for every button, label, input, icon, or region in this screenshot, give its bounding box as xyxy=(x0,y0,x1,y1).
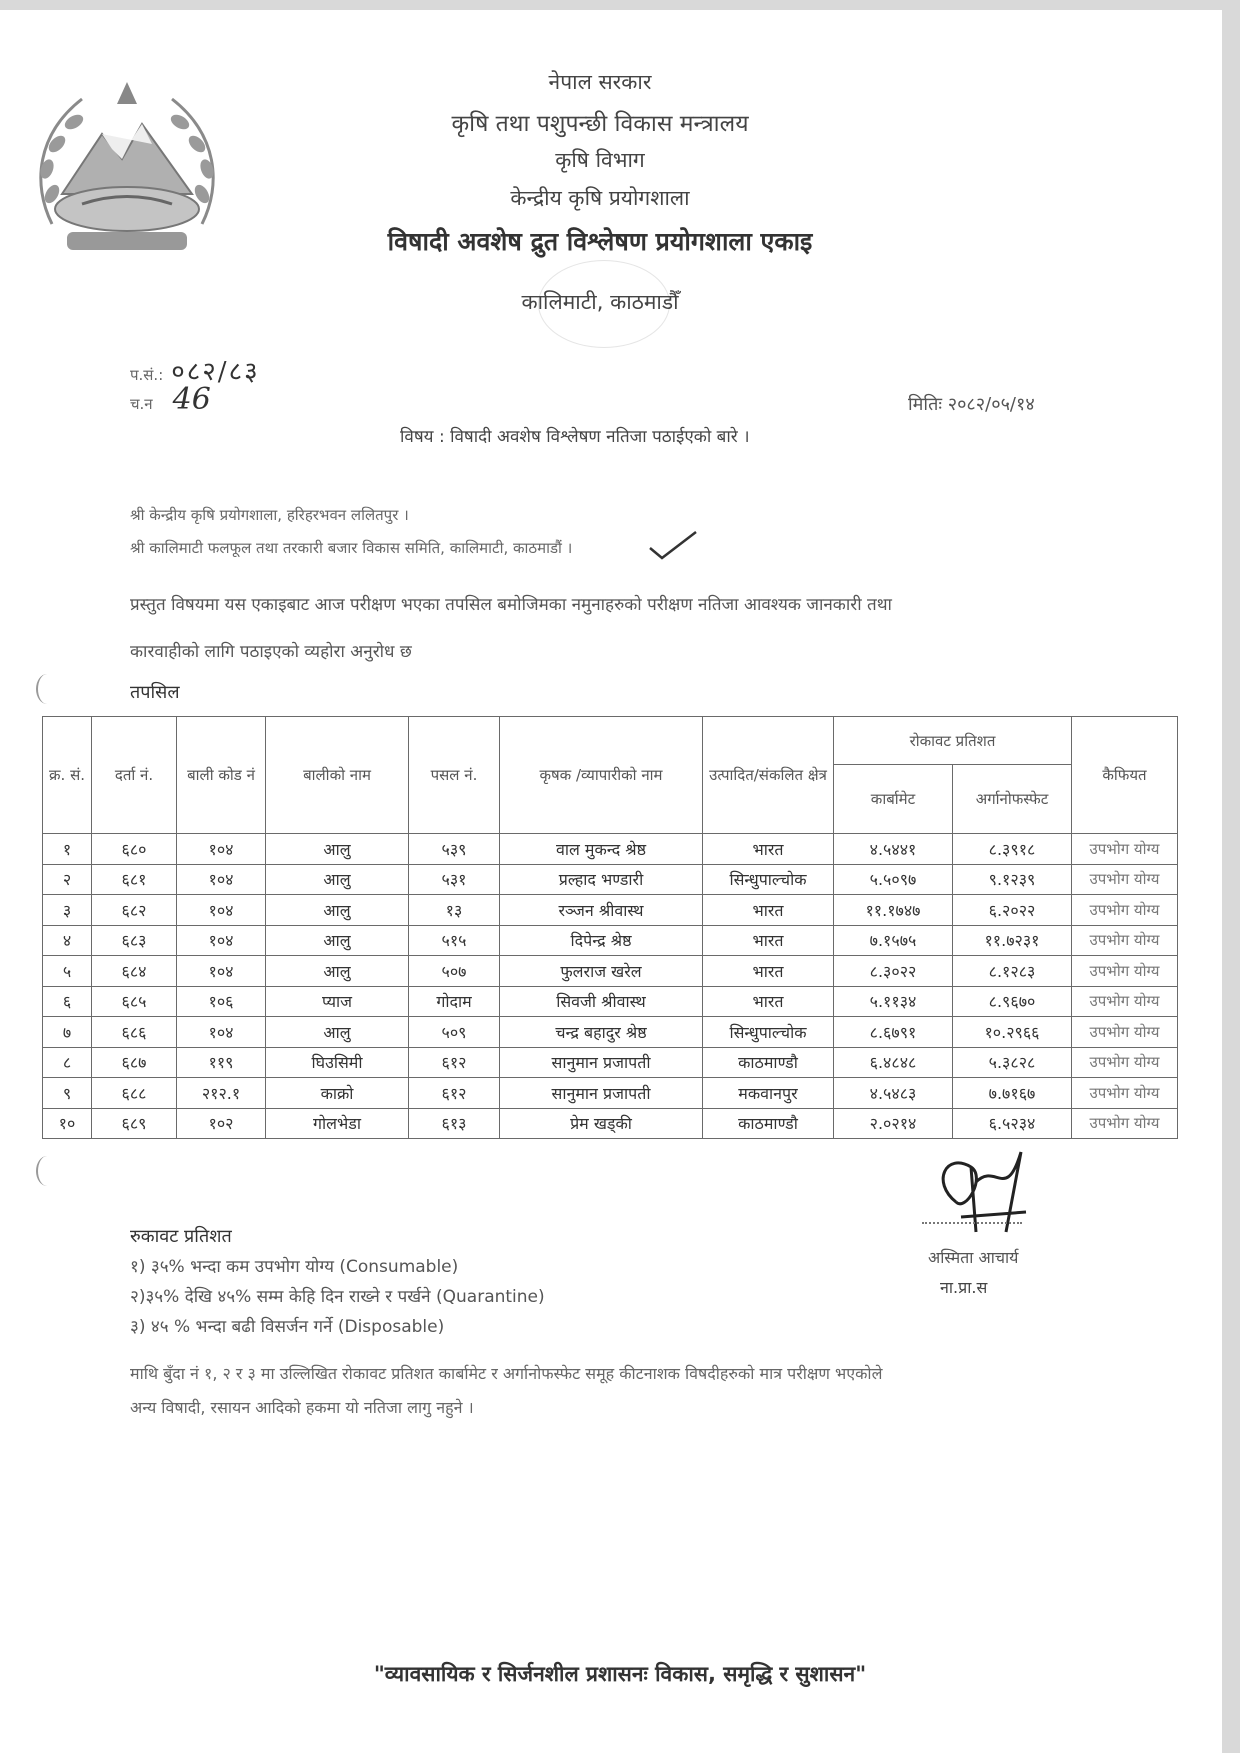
cell-lot: ५०७ xyxy=(409,956,500,987)
cell-reg: ६८३ xyxy=(92,925,177,956)
cell-sn: ४ xyxy=(43,925,92,956)
cell-crop: आलु xyxy=(266,925,409,956)
signature xyxy=(926,1142,1046,1242)
cell-sn: ३ xyxy=(43,895,92,926)
legend-item-disposable: ३) ४५ % भन्दा बढी विसर्जन गर्ने (Disposable) xyxy=(130,1317,445,1337)
cell-crop: घिउसिमी xyxy=(266,1047,409,1078)
cell-farmer: चन्द्र बहादुर श्रेष्ठ xyxy=(500,1017,703,1048)
cell-origin: भारत xyxy=(703,956,834,987)
cell-organophosphate: १०.२९६६ xyxy=(953,1017,1072,1048)
cell-organophosphate: ६.५२३४ xyxy=(953,1108,1072,1139)
cell-remark: उपभोग योग्य xyxy=(1072,1047,1178,1078)
cell-crop: आलु xyxy=(266,834,409,865)
signatory-name: अस्मिता आचार्य xyxy=(928,1248,1019,1267)
cell-farmer: सिवजी श्रीवास्थ xyxy=(500,986,703,1017)
cell-code: १०४ xyxy=(177,834,266,865)
cell-code: २१२.१ xyxy=(177,1078,266,1109)
cell-code: १०२ xyxy=(177,1108,266,1139)
cell-carbamate: २.०२१४ xyxy=(834,1108,953,1139)
office-motto: "व्यावसायिक र सिर्जनशील प्रशासनः विकास, समृद्धि र सुशासन" xyxy=(373,1662,867,1686)
cell-sn: २ xyxy=(43,864,92,895)
cell-lot: ५३९ xyxy=(409,834,500,865)
cell-organophosphate: ८.९६७० xyxy=(953,986,1072,1017)
cell-reg: ६८० xyxy=(92,834,177,865)
ref-ps-value: ०८२/८३ xyxy=(171,357,260,387)
cell-organophosphate: ११.७२३१ xyxy=(953,925,1072,956)
col-organophosphate: अर्गानोफस्फेट xyxy=(953,765,1072,834)
cell-organophosphate: ५.३८२८ xyxy=(953,1047,1072,1078)
nepal-emblem-icon xyxy=(22,74,232,264)
cell-sn: १ xyxy=(43,834,92,865)
ref-chn-label: च.न xyxy=(130,395,153,413)
col-farmer: कृषक /व्यापारीको नाम xyxy=(500,717,703,834)
cell-code: १०४ xyxy=(177,1017,266,1048)
cell-carbamate: ४.५४८३ xyxy=(834,1078,953,1109)
punch-hole-mark xyxy=(36,674,58,704)
cell-reg: ६८७ xyxy=(92,1047,177,1078)
cell-crop: काक्रो xyxy=(266,1078,409,1109)
cell-origin: सिन्धुपाल्चोक xyxy=(703,864,834,895)
cell-reg: ६८८ xyxy=(92,1078,177,1109)
cell-farmer: प्रेम खड्की xyxy=(500,1108,703,1139)
cell-organophosphate: ८.३९१८ xyxy=(953,834,1072,865)
col-carbamate: कार्बामेट xyxy=(834,765,953,834)
cell-lot: ५०९ xyxy=(409,1017,500,1048)
table-row xyxy=(43,1078,1178,1109)
ref-ps-label: प.सं.: xyxy=(130,366,164,384)
cell-remark: उपभोग योग्य xyxy=(1072,956,1178,987)
col-reg: दर्ता नं. xyxy=(92,717,177,834)
header-unit: विषादी अवशेष द्रुत विश्लेषण प्रयोगशाला एकाइ xyxy=(387,227,813,256)
cell-origin: सिन्धुपाल्चोक xyxy=(703,1017,834,1048)
cell-farmer: सानुमान प्रजापती xyxy=(500,1078,703,1109)
table-row xyxy=(43,1108,1178,1139)
cell-code: १०४ xyxy=(177,864,266,895)
cell-origin: काठमाण्डौ xyxy=(703,1047,834,1078)
table-row xyxy=(43,895,1178,926)
cell-origin: भारत xyxy=(703,986,834,1017)
table-row xyxy=(43,834,1178,865)
header-department: कृषि विभाग xyxy=(555,148,645,172)
cell-lot: गोदाम xyxy=(409,986,500,1017)
cell-reg: ६८९ xyxy=(92,1108,177,1139)
cell-organophosphate: ६.२०२२ xyxy=(953,895,1072,926)
col-code: बाली कोड नं xyxy=(177,717,266,834)
table-row xyxy=(43,864,1178,895)
cell-code: १०४ xyxy=(177,925,266,956)
cell-lot: १३ xyxy=(409,895,500,926)
legend-item-quarantine: २)३५% देखि ४५% सम्म केहि दिन राख्ने र पर्खने (Quarantine) xyxy=(130,1287,545,1307)
cell-origin: भारत xyxy=(703,895,834,926)
cell-remark: उपभोग योग्य xyxy=(1072,986,1178,1017)
cell-sn: ९ xyxy=(43,1078,92,1109)
signature-line xyxy=(922,1222,1022,1224)
addressee-2: श्री कालिमाटी फलफूल तथा तरकारी बजार विकास समिति, कालिमाटी, काठमाडौं । xyxy=(130,539,573,557)
ref-chn-value: 46 xyxy=(172,382,211,417)
cell-origin: भारत xyxy=(703,925,834,956)
cell-organophosphate: ७.७१६७ xyxy=(953,1078,1072,1109)
header-ministry: कृषि तथा पशुपन्छी विकास मन्त्रालय xyxy=(451,111,749,137)
letter-date: मितिः २०८२/०५/१४ xyxy=(908,394,1035,415)
cell-code: १०४ xyxy=(177,956,266,987)
col-inhibition: रोकावट प्रतिशत xyxy=(834,717,1072,765)
cell-carbamate: ८.३०२२ xyxy=(834,956,953,987)
body-text-line-1: प्रस्तुत विषयमा यस एकाइबाट आज परीक्षण भएका तपसिल बमोजिमका नमुनाहरुको परीक्षण नतिजा आवश्यक जानकारी तथा xyxy=(130,595,892,615)
cell-remark: उपभोग योग्य xyxy=(1072,1108,1178,1139)
cell-remark: उपभोग योग्य xyxy=(1072,834,1178,865)
cell-remark: उपभोग योग्य xyxy=(1072,864,1178,895)
cell-lot: ६१२ xyxy=(409,1047,500,1078)
cell-origin: भारत xyxy=(703,834,834,865)
col-crop: बालीको नाम xyxy=(266,717,409,834)
cell-farmer: वाल मुकन्द श्रेष्ठ xyxy=(500,834,703,865)
col-remark: कैफियत xyxy=(1072,717,1178,834)
cell-remark: उपभोग योग्य xyxy=(1072,1017,1178,1048)
cell-carbamate: ५.५०९७ xyxy=(834,864,953,895)
cell-reg: ६८६ xyxy=(92,1017,177,1048)
cell-sn: ७ xyxy=(43,1017,92,1048)
cell-farmer: प्रल्हाद भण्डारी xyxy=(500,864,703,895)
dispatch-number xyxy=(130,382,211,417)
col-origin: उत्पादित/संकलित क्षेत्र xyxy=(703,717,834,834)
cell-farmer: रञ्जन श्रीवास्थ xyxy=(500,895,703,926)
cell-crop: आलु xyxy=(266,1017,409,1048)
header-laboratory: केन्द्रीय कृषि प्रयोगशाला xyxy=(510,186,690,210)
cell-organophosphate: ९.१२३९ xyxy=(953,864,1072,895)
results-table xyxy=(42,716,1178,1139)
cell-remark: उपभोग योग्य xyxy=(1072,895,1178,926)
cell-carbamate: ७.१५७५ xyxy=(834,925,953,956)
cell-origin: काठमाण्डौ xyxy=(703,1108,834,1139)
col-lot: पसल नं. xyxy=(409,717,500,834)
check-mark-icon xyxy=(648,530,698,560)
cell-sn: १० xyxy=(43,1108,92,1139)
cell-code: ११९ xyxy=(177,1047,266,1078)
note-line-2: अन्य विषादी, रसायन आदिको हकमा यो नतिजा लागु नहुने । xyxy=(130,1398,474,1417)
cell-code: १०६ xyxy=(177,986,266,1017)
table-row xyxy=(43,1047,1178,1078)
cell-lot: ६१२ xyxy=(409,1078,500,1109)
header-government: नेपाल सरकार xyxy=(548,70,652,94)
note-line-1: माथि बुँदा नं १, २ र ३ मा उल्लिखित रोकावट प्रतिशत कार्बामेट र अर्गानोफस्फेट समूह कीटनाशक विषदीहरुको मात्र परीक्षण भएकोले xyxy=(130,1364,883,1383)
letter-subject: विषय : विषादी अवशेष विश्लेषण नतिजा पठाईएको बारे । xyxy=(400,427,750,447)
cell-crop: प्याज xyxy=(266,986,409,1017)
cell-reg: ६८२ xyxy=(92,895,177,926)
header-location: कालिमाटी, काठमाडौँ xyxy=(521,290,679,314)
cell-remark: उपभोग योग्य xyxy=(1072,925,1178,956)
cell-organophosphate: ८.१२८३ xyxy=(953,956,1072,987)
cell-carbamate: ६.४८४८ xyxy=(834,1047,953,1078)
table-row xyxy=(43,956,1178,987)
table-row xyxy=(43,986,1178,1017)
cell-sn: ६ xyxy=(43,986,92,1017)
cell-carbamate: ११.१७४७ xyxy=(834,895,953,926)
punch-hole-mark xyxy=(36,1156,58,1186)
cell-carbamate: ८.६७९१ xyxy=(834,1017,953,1048)
detail-heading: तपसिल xyxy=(130,682,180,703)
cell-crop: गोलभेडा xyxy=(266,1108,409,1139)
cell-farmer: दिपेन्द्र श्रेष्ठ xyxy=(500,925,703,956)
cell-lot: ५१५ xyxy=(409,925,500,956)
table-row xyxy=(43,925,1178,956)
table-row xyxy=(43,1017,1178,1048)
cell-carbamate: ५.११३४ xyxy=(834,986,953,1017)
signatory-post: ना.प्रा.स xyxy=(940,1278,988,1297)
body-text-line-2: कारवाहीको लागि पठाइएको व्यहोरा अनुरोध छ xyxy=(130,642,412,662)
cell-reg: ६८५ xyxy=(92,986,177,1017)
legend-title: रुकावट प्रतिशत xyxy=(130,1226,232,1247)
cell-origin: मकवानपुर xyxy=(703,1078,834,1109)
cell-crop: आलु xyxy=(266,895,409,926)
cell-crop: आलु xyxy=(266,956,409,987)
col-sn: क्र. सं. xyxy=(43,717,92,834)
cell-lot: ६१३ xyxy=(409,1108,500,1139)
cell-reg: ६८४ xyxy=(92,956,177,987)
document-page xyxy=(0,10,1222,1753)
addressee-1: श्री केन्द्रीय कृषि प्रयोगशाला, हरिहरभवन ललितपुर । xyxy=(130,506,409,524)
legend-item-consumable: १) ३५% भन्दा कम उपभोग योग्य (Consumable) xyxy=(130,1257,459,1277)
cell-sn: ८ xyxy=(43,1047,92,1078)
cell-lot: ५३१ xyxy=(409,864,500,895)
cell-reg: ६८१ xyxy=(92,864,177,895)
cell-remark: उपभोग योग्य xyxy=(1072,1078,1178,1109)
cell-code: १०४ xyxy=(177,895,266,926)
cell-carbamate: ४.५४४१ xyxy=(834,834,953,865)
cell-farmer: सानुमान प्रजापती xyxy=(500,1047,703,1078)
cell-crop: आलु xyxy=(266,864,409,895)
cell-sn: ५ xyxy=(43,956,92,987)
cell-farmer: फुलराज खरेल xyxy=(500,956,703,987)
